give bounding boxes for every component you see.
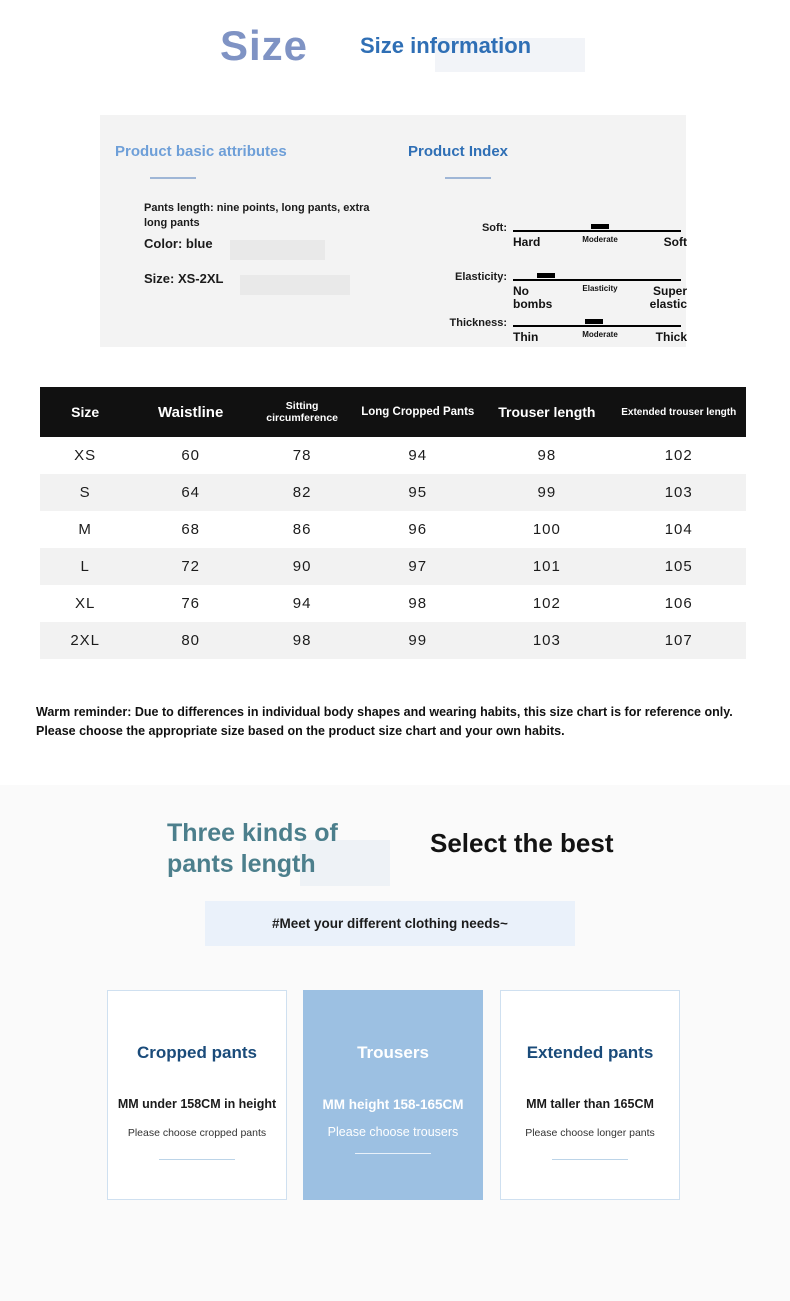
cell-size: L	[80, 558, 90, 575]
index-track-soft	[513, 230, 681, 232]
index-marker-elasticity	[537, 273, 555, 278]
index-marker-soft	[591, 224, 609, 229]
cell-size: M	[78, 521, 92, 538]
cell-extended: 107	[664, 632, 693, 649]
cell-extended: 104	[664, 521, 693, 538]
card-description: MM height 158-165CM	[322, 1097, 464, 1112]
index-scale-soft-right: Soft	[663, 235, 687, 249]
header-long-cropped-pants: Long Cropped Pants	[353, 387, 482, 437]
page-subtitle: Size information	[360, 33, 532, 58]
index-label-thickness: Thickness:	[449, 317, 507, 329]
index-label-soft: Soft:	[481, 222, 507, 234]
cell-waistline: 76	[181, 595, 200, 612]
product-index-divider	[445, 177, 491, 179]
attribute-size: Size: XS-2XL	[144, 271, 224, 286]
header-extended-trouser-length: Extended trouser length	[611, 387, 746, 437]
index-scale-elasticity-right: Super elastic	[649, 284, 687, 311]
table-row	[40, 585, 746, 622]
card-divider	[159, 1159, 235, 1160]
cell-extended: 103	[664, 484, 693, 501]
cell-sitting: 90	[292, 558, 312, 575]
card-note: Please choose trousers	[327, 1125, 459, 1139]
card-description: MM taller than 165CM	[526, 1097, 654, 1111]
product-index-title: Product Index	[408, 143, 509, 160]
cell-size: XL	[74, 595, 96, 612]
index-scale-soft-left: Hard	[513, 235, 541, 249]
pants-option-cropped[interactable]	[107, 990, 287, 1200]
table-row	[40, 511, 746, 548]
index-scale-thickness-right: Thick	[655, 330, 687, 344]
cell-sitting: 94	[292, 595, 312, 612]
cell-size: 2XL	[70, 632, 101, 649]
table-row	[40, 437, 746, 474]
cell-trouser: 102	[532, 595, 561, 612]
table-header-row	[40, 387, 746, 437]
size-chart-body	[40, 437, 746, 659]
cell-cropped: 98	[408, 595, 428, 612]
header-waistline: Waistline	[130, 387, 251, 437]
cell-waistline: 64	[181, 484, 200, 501]
attribute-color: Color: blue	[144, 236, 213, 251]
cell-trouser: 98	[537, 447, 557, 464]
index-track-elasticity	[513, 279, 681, 281]
cell-extended: 105	[664, 558, 693, 575]
product-attributes-panel	[100, 115, 686, 347]
cell-trouser: 99	[537, 484, 557, 501]
cell-size: S	[79, 484, 91, 501]
card-title: Extended pants	[526, 1043, 654, 1062]
size-chart-table	[40, 387, 746, 659]
basic-attributes-divider	[150, 177, 196, 179]
size-chart-disclaimer: Warm reminder: Due to differences in individual body shapes and wearing habits, this size chart is for reference only. Please choose the appropriate size based on the product size chart and your own habits.	[36, 705, 733, 739]
index-scale-soft	[513, 236, 687, 249]
index-scale-elasticity-middle: Elasticity	[582, 284, 618, 293]
card-title: Cropped pants	[137, 1043, 257, 1062]
attribute-pants-length: Pants length: nine points, long pants, extra long pants	[144, 202, 370, 229]
cell-trouser: 103	[532, 632, 561, 649]
cell-waistline: 60	[181, 447, 200, 464]
index-scale-elasticity	[513, 285, 687, 310]
cell-sitting: 82	[292, 484, 312, 501]
cell-cropped: 95	[408, 484, 428, 501]
cell-extended: 106	[664, 595, 693, 612]
card-title: Trousers	[357, 1043, 429, 1062]
pants-option-extended[interactable]	[500, 990, 680, 1200]
cell-trouser: 101	[532, 558, 561, 575]
header-trouser-length: Trouser length	[482, 387, 611, 437]
card-divider	[552, 1159, 628, 1160]
index-scale-elasticity-left: No bombs	[513, 284, 553, 311]
cell-cropped: 99	[408, 632, 428, 649]
cell-cropped: 96	[408, 521, 428, 538]
index-scale-thickness-middle: Moderate	[582, 330, 618, 339]
size-chart-head	[40, 387, 746, 437]
table-row	[40, 474, 746, 511]
cell-waistline: 80	[181, 632, 200, 649]
section-subtitle: Select the best	[430, 828, 614, 858]
page-header	[0, 0, 790, 100]
index-scale-thickness-left: Thin	[513, 330, 539, 344]
cell-sitting: 98	[292, 632, 312, 649]
card-note: Please choose cropped pants	[127, 1127, 267, 1139]
cell-cropped: 97	[408, 558, 428, 575]
header-size: Size	[40, 387, 130, 437]
cell-waistline: 72	[181, 558, 200, 575]
cell-size: XS	[74, 447, 97, 464]
card-note: Please choose longer pants	[525, 1127, 655, 1139]
index-scale-thickness	[513, 331, 687, 344]
index-label-elasticity: Elasticity:	[455, 271, 507, 283]
cell-sitting: 86	[292, 521, 312, 538]
cell-trouser: 100	[532, 521, 561, 538]
cell-waistline: 68	[181, 521, 200, 538]
cell-cropped: 94	[408, 447, 428, 464]
index-marker-thickness	[585, 319, 603, 324]
header-sitting-circumference: Sitting circumference	[251, 387, 353, 437]
table-row	[40, 622, 746, 659]
pants-option-trousers[interactable]	[303, 990, 483, 1200]
cell-extended: 102	[664, 447, 693, 464]
page-title: Size	[220, 22, 309, 69]
table-row	[40, 548, 746, 585]
index-track-thickness	[513, 325, 681, 327]
cell-sitting: 78	[292, 447, 312, 464]
index-scale-soft-middle: Moderate	[582, 235, 618, 244]
section-title: Three kinds of pants length	[167, 819, 338, 878]
card-description: MM under 158CM in height	[117, 1097, 277, 1111]
card-divider	[355, 1153, 431, 1154]
section-tagline: #Meet your different clothing needs~	[205, 901, 575, 946]
basic-attributes-title: Product basic attributes	[115, 143, 287, 160]
